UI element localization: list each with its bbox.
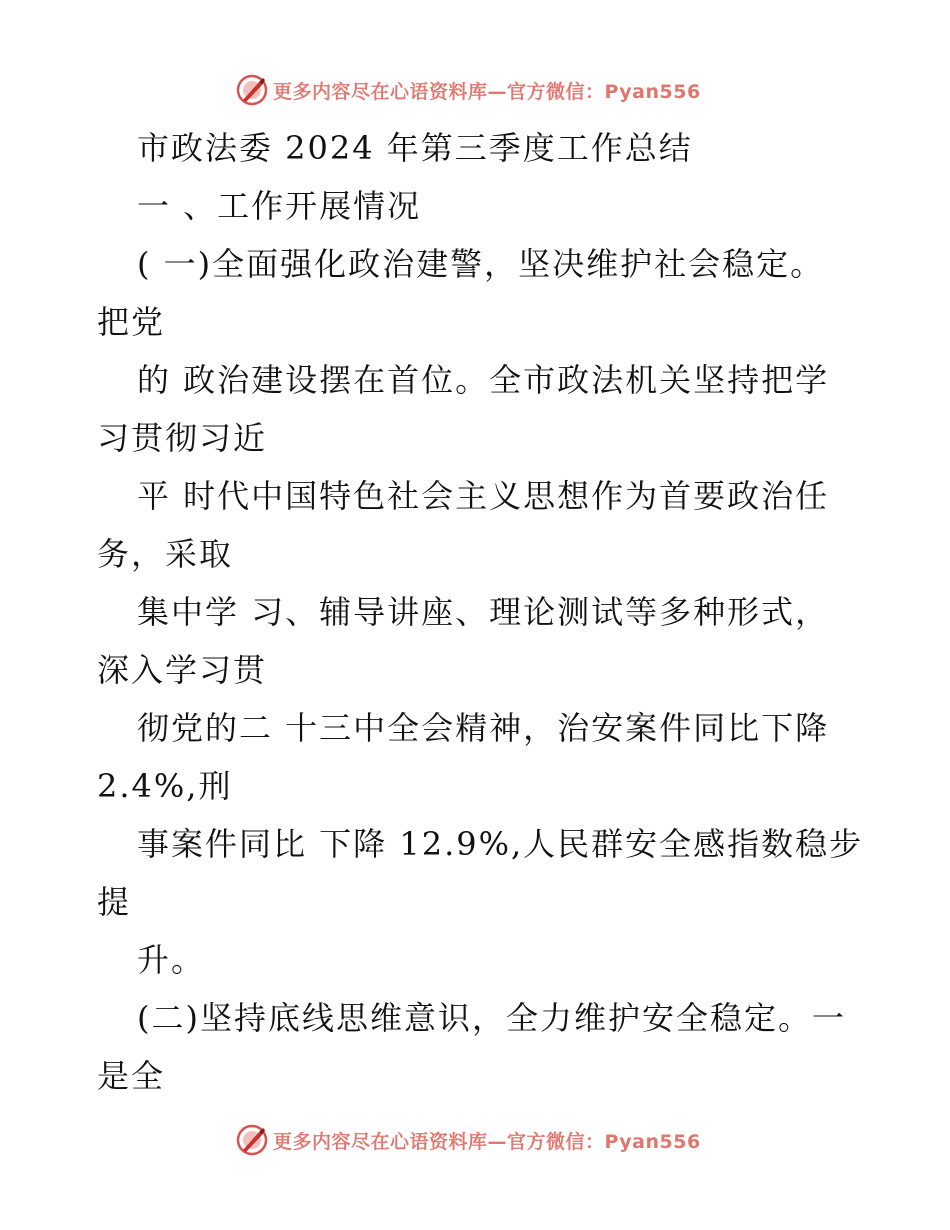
watermark-footer: [235, 1122, 701, 1158]
paragraph-line: 2.4%,刑: [97, 767, 233, 805]
paragraph-line: 平 时代中国特色社会主义思想作为首要政治任: [137, 477, 830, 515]
paragraph-line: 的 政治建设摆在首位。全市政法机关坚持把学: [137, 361, 830, 399]
pen-circle-logo-icon: [235, 1123, 269, 1157]
paragraph-line: ( 一)全面强化政治建警，坚决维护社会稳定。: [137, 245, 825, 283]
doc-title: 市政法委 2024 年第三季度工作总结: [137, 129, 693, 167]
paragraph-line: 升。: [137, 941, 206, 979]
paragraph-line: 务，采取: [97, 535, 234, 573]
paragraph-line: 集中学 习、辅导讲座、理论测试等多种形式，: [137, 593, 830, 631]
paragraph-line: 是全: [97, 1057, 166, 1095]
paragraph-line: 彻党的二 十三中全会精神，治安案件同比下降: [137, 709, 830, 747]
paragraph-line: 把党: [97, 303, 166, 341]
watermark-text: 更多内容尽在心语资料库—官方微信：Pyan556: [273, 80, 701, 103]
section-heading: 一 、工作开展情况: [137, 187, 422, 225]
paragraph-line: (二)坚持底线思维意识，全力维护安全稳定。一: [137, 999, 846, 1037]
paragraph-line: 深入学习贯: [97, 651, 268, 689]
paragraph-line: 习贯彻习近: [97, 419, 268, 457]
paragraph-line: 事案件同比 下降 12.9%,人民群安全感指数稳步: [137, 825, 864, 863]
paragraph-line: 提: [97, 883, 132, 921]
watermark-text: 更多内容尽在心语资料库—官方微信：Pyan556: [273, 1130, 701, 1153]
